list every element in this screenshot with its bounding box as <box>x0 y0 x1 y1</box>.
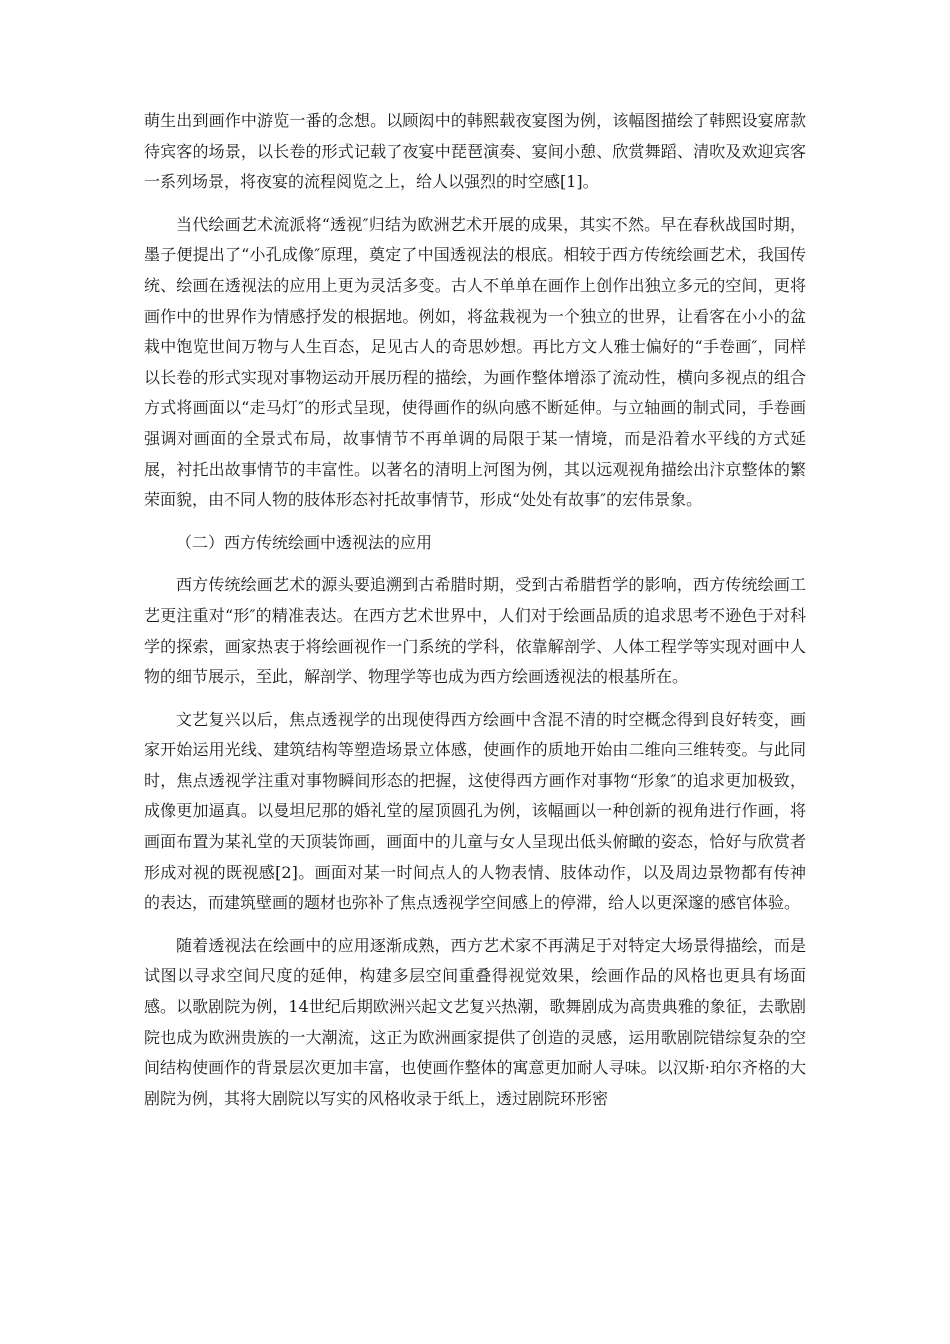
paragraph-perspective-history: 当代绘画艺术流派将“透视″归结为欧洲艺术开展的成果，其实不然。早在春秋战国时期，墨子便提出了“小孔成像″原理，奠定了中国透视法的根底。相较于西方传统绘画艺术，我国传统、绘画在透视法的应用上更为灵活多变。古人不单单在画作上创作出独立多元的空间，更将画作中的世界作为情感抒发的根据地。例如，将盆栽视为一个独立的世界，让看客在小小的盆栽中饱览世间万物与人生百态，足见古人的奇思妙想。再比方文人雅士偏好的“手卷画″，同样以长卷的形式实现对事物运动开展历程的描绘，为画作整体增添了流动性，横向多视点的组合方式将画面以“走马灯″的形式呈现，使得画作的纵向感不断延伸。与立轴画的制式同，手卷画强调对画面的全景式布局，故事情节不再单调的局限于某一情境，而是沿着水平线的方式延展，衬托出故事情节的丰富性。以著名的清明上河图为例，其以远观视角描绘出汴京整体的繁荣面貌，由不同人物的肢体形态衬托故事情节，形成“处处有故事″的宏伟景象。 <box>144 214 806 510</box>
paragraph-continuation: 萌生出到画作中游览一番的念想。以顾闳中的韩熙载夜宴图为例，该幅图描绘了韩熙设宴席款待宾客的场景，以长卷的形式记载了夜宴中琵琶演奏、宴间小憩、欣赏舞蹈、清吹及欢迎宾客一系列场景，将夜宴的流程阅览之上，给人以强烈的时空感[1]。 <box>144 111 806 192</box>
section-heading: （二）西方传统绘画中透视法的应用 <box>176 532 433 552</box>
paragraph-western-origins: 西方传统绘画艺术的源头要追溯到古希腊时期，受到古希腊哲学的影响，西方传统绘画工艺更注重对“形″的精准表达。在西方艺术世界中，人们对于绘画品质的追求思考不逊色于对科学的探索，画家热衷于将绘画视作一门系统的学科，依靠解剖学、人体工程学等实现对画中人物的细节展示，至此，解剖学、物理学等也成为西方绘画透视法的根基所在。 <box>144 575 806 687</box>
paragraph-renaissance: 文艺复兴以后，焦点透视学的出现使得西方绘画中含混不清的时空概念得到良好转变，画家开始运用光线、建筑结构等塑造场景立体感，使画作的质地开始由二维向三维转变。与此同时，焦点透视学注重对事物瞬间形态的把握，这使得西方画作对事物“形象″的追求更加极致，成像更加逼真。以曼坦尼那的婚礼堂的屋顶圆孔为例，该幅画以一种创新的视角进行作画，将画面布置为某礼堂的天顶装饰画，画面中的儿童与女人呈现出低头俯瞰的姿态，恰好与欣赏者形成对视的既视感[2]。画面对某一时间点人的人物表情、肢体动作，以及周边景物都有传神的表达，而建筑壁画的题材也弥补了焦点透视学空间感上的停滞，给人以更深邃的感官体验。 <box>144 709 806 913</box>
paragraph-opera-house: 随着透视法在绘画中的应用逐渐成熟，西方艺术家不再满足于对特定大场景得描绘，而是试图以寻求空间尺度的延伸，构建多层空间重叠得视觉效果，绘画作品的风格也更具有场面感。以歌剧院为例，14世纪后期欧洲兴起文艺复兴热潮，歌舞剧成为高贵典雅的象征，去歌剧院也成为欧洲贵族的一大潮流，这正为欧洲画家提供了创造的灵感，运用歌剧院错综复杂的空间结构使画作的背景层次更加丰富，也使画作整体的寓意更加耐人寻味。以汉斯·珀尔齐格的大剧院为例，其将大剧院以写实的风格收录于纸上，透过剧院环形密 <box>144 935 806 1108</box>
document-body <box>144 106 806 1114</box>
